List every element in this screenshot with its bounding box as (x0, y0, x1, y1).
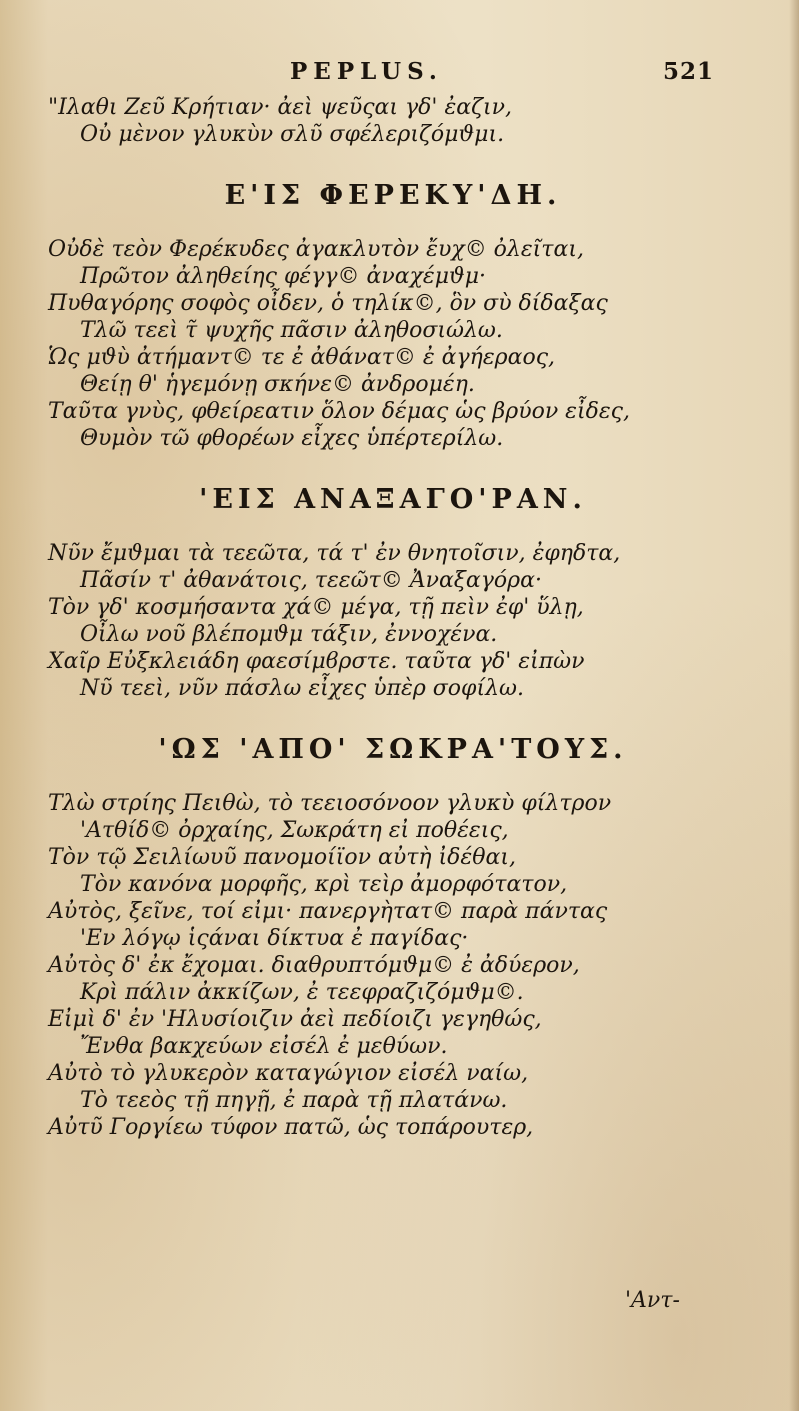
verse-line: Θείῃ θ' ἡγεμόνῃ σκήνε© ἀνδρομέη. (80, 372, 475, 397)
verse-line: Ἔνθα βακχεύων εἰσέλ ἐ μεθύων. (80, 1034, 448, 1059)
epigram-socrates (48, 790, 738, 1141)
verse-line: 'Εν λόγῳ ἱςάναι δίκτυα ἐ παγίδας· (80, 926, 469, 951)
running-head (0, 58, 799, 90)
epigram-pherecydes (48, 236, 738, 452)
verse-line: Πυθαγόρης σοφὸς οἶδεν, ὁ τηλίκ©, ὃν σὺ δίδαξας (48, 291, 608, 316)
intro-epigram (48, 94, 738, 148)
verse-line: Τλῶ τεεὶ τ̃ ψυχῆς πᾶσιν ἀληθοσιώλω. (80, 318, 503, 343)
verse-line: "Ιλαθι Ζεῦ Κρήτιαν· ἀεὶ ψεῦςαι γδ' ἐαζιν, (48, 95, 513, 120)
verse-line: Τὸν γδ' κοσμήσαντα χά© μέγα, τῇ πεὶν ἐφ' ὕλῃ, (48, 595, 584, 620)
verse-line: Πρῶτον ἀληθείης φέγγ© ἀναχέμϑμ· (80, 264, 487, 289)
verse-line: Πᾶσίν τ' ἀθανάτοις, τεεῶτ© Ἀναξαγόρα· (80, 568, 542, 593)
verse-line: Αὐτῦ Γοργίεω τύφον πατῶ, ὡς τοπάρουτερ, (48, 1115, 534, 1140)
epigram-anaxagoras (48, 540, 738, 702)
verse-line: Αὐτὸς δ' ἐκ ἔχομαι. διαθρυπτόμϑμ© ἐ ἀδύερον, (48, 953, 580, 978)
page-edge-shadow (789, 0, 799, 1411)
verse-line: Νῦν ἔμϑμαι τὰ τεεῶτα, τά τ' ἐν θνητοῖσιν, ἐφηδτα, (48, 541, 621, 566)
verse-line: Αὐτὸ τὸ γλυκερὸν καταγώγιον εἰσέλ ναίω, (48, 1061, 529, 1086)
verse-line: Κρὶ πάλιν ἀκκίζων, ἐ τεεφραζιζόμϑμ©. (80, 980, 524, 1005)
verse-line: Αὐτὸς, ξεῖνε, τοί εἰμι· πανεργὴτατ© παρὰ πάντας (48, 899, 608, 924)
verse-line: Τὸ τεεὸς τῇ πηγῇ, ἐ παρὰ τῇ πλατάνω. (80, 1088, 508, 1113)
text-block (48, 94, 738, 1141)
page-number: 521 (663, 58, 715, 85)
verse-line: Οἶλω νοῦ βλέπομϑμ τάξιν, ἐννοχένα. (80, 622, 498, 647)
catchword: 'Αντ- (625, 1288, 680, 1313)
verse-line: 'Ατθίδ© ὀρχαίης, Σωκράτη εἰ ποθέεις, (80, 818, 509, 843)
verse-line: Ταῦτα γνὺς, φθείρεατιν ὅλον δέμας ὡς βρύον εἶδες, (48, 399, 630, 424)
section-heading: 'ΕΙΣ ΑΝΑΞΑΓΟ'ΡΑΝ. (199, 484, 587, 515)
verse-line: Θυμὸν τῶ φθορέων εἶχες ὑπέρτερίλω. (80, 426, 504, 451)
verse-line: Οὐδὲ τεὸν Φερέκυδες ἀγακλυτὸν ἔυχ© ὀλεῖται, (48, 237, 584, 262)
verse-line: Οὐ μὲνον γλυκὺν σλῦ σφέλεριζόμϑμι. (80, 122, 505, 147)
verse-line: Τλὼ στρίης Πειθὼ, τὸ τεειοσόνοον γλυκὺ φίλτρον (48, 791, 612, 816)
section-heading: Ε'ΙΣ ΦΕΡΕΚΥ'ΔΗ. (224, 180, 562, 211)
verse-line: Ὡς μϑὺ ἀτήμαντ© τε ἐ ἀθάνατ© ἐ ἀγήεραος, (48, 345, 556, 370)
verse-line: Χαῖρ Εὐξκλειάδη φαεσίμϐρστε. ταῦτα γδ' εἰπὼν (48, 649, 585, 674)
running-head-title: PEPLUS. (290, 58, 443, 85)
verse-line: Τὸν κανόνα μορφῆς, κρὶ τεὶρ ἀμορφότατον, (80, 872, 568, 897)
verse-line: Τὸν τῷ Σειλίωυῦ πανομοίϊον αὐτὴ ἰδέθαι, (48, 845, 516, 870)
section-heading: 'ΩΣ 'ΑΠΟ' ΣΩΚΡΑ'ΤΟΥΣ. (158, 734, 628, 765)
verse-line: Εἰμὶ δ' ἐν 'Ηλυσίοιζιν ἀεὶ πεδίοιζι γεγηθώς, (48, 1007, 542, 1032)
verse-line: Νῦ τεεὶ, νῦν πάσλω εἶχες ὑπὲρ σοφίλω. (80, 676, 524, 701)
